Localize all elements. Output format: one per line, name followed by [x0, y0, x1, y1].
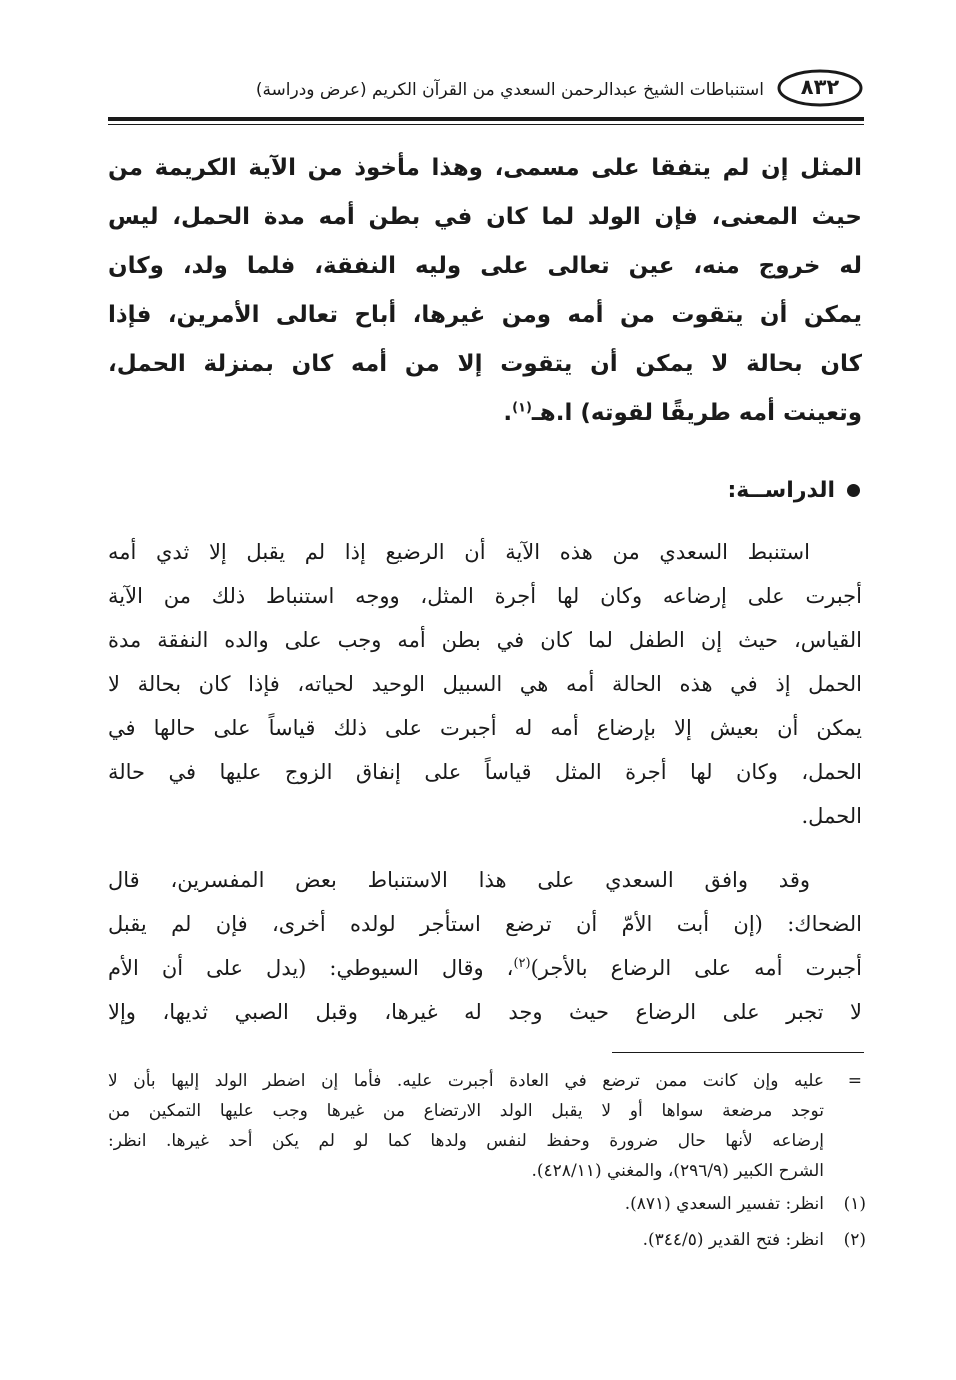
continuation-marker: = [847, 1071, 862, 1091]
paragraph-line: يمكن أن بعيش إلا بإرضاع أمه له أجبرت على ذلك قياساً على حالها في [108, 716, 862, 740]
paragraph-line: الحمل، وكان لها أجرة المثل قياساً على إنفاق الزوج عليها في حالة [108, 760, 862, 784]
footnote-text: انظر: فتح القدير (٣٤٤/٥). [642, 1230, 824, 1250]
header-rule-thin [108, 124, 864, 125]
footnote-line: عليه وإن كانت ممن ترضع في العادة أجبرت عليه. فأما إن اضطر الولد إليها بأن لا [108, 1071, 824, 1091]
quote-line: كان بحالة لا يمكن أن يتقوت إلا من أمه كان بمنزلة الحمل، [108, 351, 862, 377]
footnote-number: (١) [843, 1194, 866, 1214]
footnote-line: إرضاعه لأنها حال ضرورة وحفظ لنفس ولدها كما لو لم يكن أحد غيرها. انظر: [108, 1131, 824, 1151]
paragraph-line: القياس، حيث إن الطفل لما كان في بطن أمه وجب على والده النفقة مدة [108, 628, 862, 652]
paragraph-line: أجبرت على إرضاعه وكان لها أجرة المثل، ووجه استنباط ذلك من الآية [108, 584, 862, 608]
quote-line-last [108, 389, 862, 438]
footnote-continuation [108, 1066, 866, 1186]
footnote-ref[interactable]: (١) [512, 400, 532, 416]
paragraph-line: وقد وافق السعدي على هذا الاستنباط بعض المفسرين، قال [108, 868, 810, 892]
quote-line: المثل إن لم يتفقا على مسمى، وهذا مأخوذ من الآية الكريمة من [108, 155, 862, 181]
quote-line: له خروج منه، عين تعالى على وليه النفقة، فلما ولد، وكان [108, 253, 862, 279]
footnote-number: (٢) [843, 1230, 866, 1250]
study-paragraph-1 [108, 530, 862, 838]
quote-line: حيث المعنى، فإن الولد لما كان في بطن أمه مدة الحمل، ليس [108, 204, 862, 230]
paragraph-line: الضحاك: (إن أبت الأمّ أن ترضع استأجر لولده أخرى، فإن لم يقبل [108, 912, 862, 936]
footnote-ref[interactable]: (٢) [513, 956, 531, 971]
header-rule-thick [108, 117, 864, 121]
footnote-line: الشرح الكبير (٢٩٦/٩)، والمغني (٤٢٨/١١). [531, 1161, 824, 1181]
paragraph-line-with-ref [108, 946, 862, 990]
paragraph-line: الحمل إذ في هذه الحالة أمه هي السبيل الوحيد لحياته، فإذا كان بحالة لا [108, 672, 862, 696]
footnote-item [108, 1186, 866, 1222]
footnote-separator [612, 1052, 864, 1053]
paragraph-line: لا تجبر على الرضاع حيث وجد له غيرها، وقبل الصبي ثديها، وإلا [108, 1000, 862, 1024]
section-heading [727, 472, 860, 508]
quote-end-punct: . [503, 400, 513, 426]
page-number: ٨٣٢ [800, 75, 840, 99]
page-header [108, 58, 864, 118]
paragraph-line: الحمل. [801, 804, 862, 828]
page-number-badge [776, 68, 864, 108]
bullet-icon [847, 484, 860, 497]
footnotes [108, 1066, 866, 1258]
quote-line-text: وتعينت أمه طريقًا لقوته) ا.هـ [531, 400, 862, 426]
paragraph-text: ، وقال السيوطي: (يدل على أن الأم [108, 956, 514, 980]
footnote-item [108, 1222, 866, 1258]
footnote-line: توجد مرضعة سواها أو لا يقبل الولد الارتضاع من غيرها وجب عليها التمكين من [108, 1101, 824, 1121]
quote-line: يمكن أن يتقوت من أمه ومن غيرها، أباح تعالى الأمرين، فإذا [108, 302, 862, 328]
footnote-text: انظر: تفسير السعدي (٨٧١). [624, 1194, 824, 1214]
section-heading-text: الدراســة: [727, 477, 835, 503]
quote-paragraph [108, 144, 862, 438]
study-paragraph-2 [108, 858, 862, 1034]
paragraph-line: استنبط السعدي من هذه الآية أن الرضيع إذا لم يقبل إلا ثدي أمه [108, 540, 810, 564]
running-title: استنباطات الشيخ عبدالرحمن السعدي من القرآن الكريم (عرض ودراسة) [255, 80, 764, 100]
paragraph-text: أجبرت أمه على الرضاع بالأجر) [530, 956, 862, 980]
